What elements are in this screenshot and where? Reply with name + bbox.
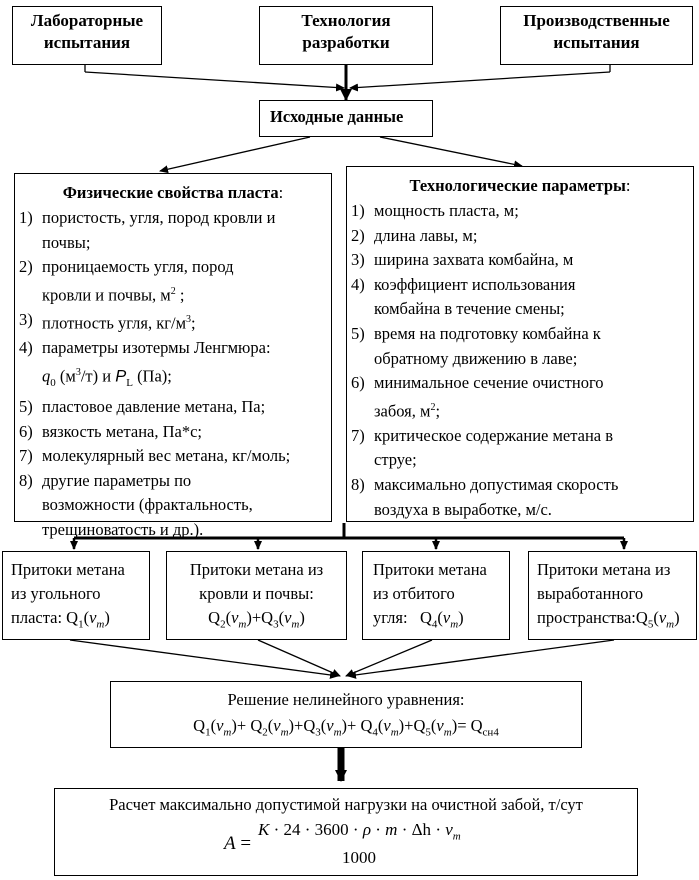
physical-item-8: 8) другие параметры по возможности (фрактальность, трещиноватость и др.). [19, 470, 253, 539]
tech-line2: разработки [302, 33, 390, 52]
panel-technological-parameters [346, 166, 694, 522]
arrow-source-to-physical [160, 137, 310, 171]
source-data-label: Исходные данные [270, 107, 404, 126]
prod-line1: Производственные [523, 11, 670, 30]
formula-numerator: $K \cdot 24 \cdot 3600 \cdot \rho \cdot m \cdot \Delta h \cdot v_m$ [258, 820, 461, 843]
physical-item-1: 1) пористость, угля, пород кровли и почвы; [19, 208, 276, 252]
box-lab-tests [12, 6, 162, 65]
physical-item-3: 3) плотность угля, $кг/м^3$; [19, 309, 196, 333]
physical-title: Физические свойства пласта: [62, 183, 284, 202]
tech-item-5: 5) время на подготовку комбайна к обратному движению в лаве; [351, 323, 601, 368]
box-source-data [259, 100, 433, 137]
equation-title: Решение нелинейного уравнения: [227, 690, 465, 709]
equation-body: $Q_1(v_m)+ Q_2(v_m)+Q_3(v_m)+ Q_4(v_m)+Q_5(v_m)= Q_{сн4}$ [193, 716, 499, 739]
physical-item-4: 4) параметры изотермы Ленгмюра: $q_0$ $(м^3/т)$ и $P_L$ (Па); [19, 337, 271, 389]
physical-item-7: 7) молекулярный вес метана, кг/моль; [19, 446, 291, 466]
formula-lhs: A = [224, 833, 252, 854]
tech-line1: Технология [301, 11, 391, 30]
tech-item-1: 1) мощность пласта, м; [351, 201, 519, 220]
lab-line2: испытания [43, 33, 131, 52]
box-production-tests [500, 6, 693, 65]
box-inflow-coal-seam: Притоки метана из угольного пласта: $Q_1(v_m)$ [2, 551, 150, 640]
tech-item-3: 3) ширина захвата комбайна, м [351, 250, 574, 270]
tech-item-7: 7) критическое содержание метана в струе; [351, 425, 614, 470]
lab-line1: Лабораторные [30, 11, 144, 30]
box-nonlinear-equation [110, 681, 582, 748]
tech-item-4: 4) коэффициент использования комбайна в течение смены; [351, 274, 576, 319]
tech-item-6: 6) минимальное сечение очистного забоя, $м^2$; [351, 373, 604, 421]
physical-item-5: 5) пластовое давление метана, Па; [19, 396, 266, 416]
physical-list [15, 206, 331, 543]
physical-item-6: 6) вязкость метана, Па*с; [19, 421, 203, 441]
arrow-source-to-technological [380, 137, 522, 166]
box-inflow-broken-coal: Притоки метана из отбитого угля: $Q_4(v_m)$ [362, 551, 510, 640]
tech-item-8: 8) максимально допустимая скорость воздуха в выработке, м/с. [351, 475, 619, 519]
formula-denominator: 1000 [342, 848, 376, 867]
technological-list [347, 199, 693, 522]
technological-title: Технологические параметры: [409, 176, 631, 195]
tech-item-2: 2) длина лавы, м; [351, 225, 478, 245]
final-title: Расчет максимально допустимой нагрузки на очистной забой, т/сут [109, 795, 583, 814]
box-dev-technology [259, 6, 433, 65]
box-inflow-goaf: Притоки метана из выработанного $пространства:Q_5(v_m)$ [528, 551, 697, 640]
box-inflow-roof-floor: Притоки метана из кровли и почвы: $Q_2(v_m)+Q_3(v_m)$ [166, 551, 347, 640]
panel-physical-properties [14, 173, 332, 539]
prod-line2: испытания [553, 33, 640, 52]
physical-item-2: 2) проницаемость угля, пород кровли и почвы, $м^2$ ; [19, 257, 234, 305]
